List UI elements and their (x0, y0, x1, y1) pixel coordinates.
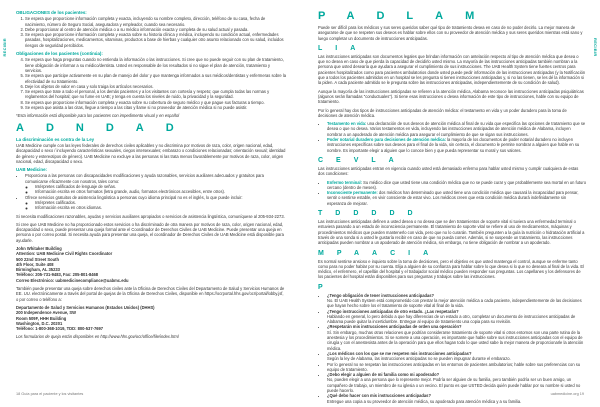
section-heading: LIA (318, 44, 369, 52)
section-heading: CEVLA (318, 156, 407, 164)
list-item: 8. Se espera que proporcione información completa y exacta sobre su cobertura de seguro médico y que pague sus facturas a tiempo. (25, 100, 286, 105)
contact-text: Si necesita modificaciones razonables, ayudas y servicios auxiliares apropiados o servicios de asistencia lingüística, comuníquese al 205-934-2273. (16, 213, 285, 219)
section-text: Las instrucciones anticipadas definen a usted desea o no desea que se den tratamientos de soporte vital si tuviera una enfermedad terminal o estuviera pasando a un estado de inconsciencia permanente. El tratamiento de soporte vital se refiere al uso de medicamentos, máquinas y procedimientos médicos que pueden mantenerlo con vida, pero que no lo curarán. También pregunten a la guía la nutrición o hidratación artificial a través de una sonda si a usted le gustaría recibir en caso de que no pueda comer. Además, si se suspende un tratamiento, las instrucciones anticipadas pueden nombrar a un apoderado de atención médica, sin embargo, no tiene obligación de nombrar a un apoderado. (318, 219, 585, 246)
visual-impairment-note: *Esta información está disponible para los pacientes con impedimento visual y en español (16, 113, 180, 119)
section-heading: P (318, 283, 336, 291)
section-text: Por lo general hay dos tipos de instrucciones anticipadas de atención médica: el testamento en vida y un poder duradero para la toma de decisiones de atención médica. (318, 107, 567, 118)
list-item: 7. Se espera que trate a todo el personal, a los demás pacientes y a los visitantes con cortesía y respeto; que cumpla todas las normas y reglamentos del hospital; que no fume en UAB; y tenga en cuenta los niveles de ruido, la privacidad y la seguridad. (25, 89, 286, 100)
left-side-label: RECIBIR (2, 38, 7, 57)
right-footer: uabmedicine.org 19 (550, 392, 584, 396)
obligations-list (16, 16, 286, 48)
right-side-tab (590, 0, 600, 400)
obligations-continued-list (16, 57, 286, 110)
list-item: • Inconsciente permanente: dos médicos han determinado que usted tiene una condición médica que causará la incapacidad para pensar, sentir o sentirse estable, en vivir consciente de estar vivo. Los médicos creen que esta condición médica durará indefinidamente sin esperanza de mejorar. (327, 190, 586, 206)
list-item: ◦ Intérpretes calificados de lenguaje de señas. (35, 184, 286, 189)
list-item: 9. Se espera que asista a las citas, llegue a tiempo a las citas y llame si no proveedor de atención médica si no puede asistir. (25, 105, 286, 110)
forms-link-text[interactable]: Los formularios de queja están disponibles en http://www.hhs.gov/ocr/office/file/index.html (16, 334, 179, 340)
list-item: • Poder notarial duradero para decisiones de atención médica: la mayoría de los documentos de poder notarial duradero no incluyen instrucciones específicas sobre sus deseos para el final de la vida, sin certeza, el documento le permite nombrar a alguien que hable en su nombre. Es importante elegir a alguien que lo conoce bien y que pueda representar su moral y sus valores. (327, 137, 586, 153)
right-page (300, 0, 600, 404)
faq-item: • ¿Debo elegir a alguien de mi familia como mi apoderado? No, pueden elegir a una persona que lo represente mejor. Podría ser alguien de su familia, pero también podría ser un buen amigo, un compañero de trabajo, un miembro de su iglesia o un vecino. El punto es que USTED decida quién puede hablar por su nombre si usted no puede hacerlo. (327, 372, 586, 393)
nondiscrimination-heading: ADNDAD (16, 121, 196, 134)
list-item: 2. Debe proporcionar al centro de atención médica o a su médico información exacta y completa de su salud actual y pasada. (25, 27, 286, 32)
left-footer: 18 Guía para el paciente y los visitantes (16, 392, 84, 396)
email-link[interactable]: Correo Electrónico: uabmedicinecompliance@uabmc.edu (16, 277, 129, 283)
list-item: • Enfermo terminal: Su médico dice que usted tiene una condición médica que no se puede curar y que probablemente sea mortal en un futuro cercano (dentro de meses). (327, 180, 586, 191)
address-line: 200 Independence Avenue, SW (16, 310, 76, 316)
left-page (0, 0, 300, 400)
sub-list (25, 200, 286, 211)
faq-item: • Por lo general no se respetan las instrucciones anticipadas en los entornos de pacientes ambulatorios; hable sobre sus preferencias con su equipo de tratamiento. (327, 362, 586, 373)
address-line: 4th Floor, Suite 408 (16, 261, 54, 267)
section-text: Las instrucciones anticipadas entran en vigencia cuando usted está demasiado enfermo para hablar usted mismo y cumplir cualquiera de estas dos condiciones: (318, 165, 579, 177)
list-item: 5. Se espera que participe activamente en su plan de manejo del dolor y que mantenga informados a sus médicos/dentistas y enfermeras sobre la efectividad de su tratamiento. (25, 73, 286, 84)
section-text: Aunque la mayoría de las instrucciones anticipadas se refieren a la atención médica, Alabama reconoce las instrucciones anticipadas psiquiátricas (algunos serán llamadas "conductuales"). Si tiene esas instrucciones o desea información de este tipo de instrucciones, hable con su equipo de tratamiento. (318, 88, 584, 105)
list-item: 1. Se espera que proporcione información completa y exacta, incluyendo su nombre completo, dirección, teléfono de su casa, fecha de nacimiento, número de Seguro Social, aseguradora y empleador, cuando sea necesario. (25, 16, 286, 27)
directive-types-list (318, 121, 586, 153)
address-line: John Whitaker Building (16, 245, 62, 251)
section-heading: MPAACIA (318, 249, 442, 257)
list-item: 3. Se espera que proporcione información completa y exacta sobre su historia clínica y médica, incluyendo su condición actual, enfermedades pasadas, hospitalizaciones, medicamentos, vitaminas, productos a base de hierbas y cualquier otro asunto relacionado con su salud, incluidos riesgos de seguridad percibidos. (25, 32, 286, 48)
uab-medicine-title: UAB Medicine: (16, 167, 47, 173)
faq-list (318, 293, 586, 404)
intro-text: Puede ser difícil para los médicos y sus seres queridos saber qué tipo de tratamiento desea en caso de no poder decirlo. La mejor manera de asegurarse de que se respeten sus deseos es hablar sobre ellos con su proveedor de atención médica y sus seres queridos mientras está sano y luego completar un documento de instrucciones anticipadas. (318, 25, 583, 41)
list-item: • Proporciona a las personas con discapacidades modificaciones y ayuda razonables, servicios auxiliares adecuados y gratuitos para comunicarse eficazmente con nosotros, tales como: ◦ Intérpretes calificados de lenguaje de señas. ◦ Información escrita en otros formatos (letra grande, audio, formatos electrónicos accesibles, entre otros). (25, 173, 286, 194)
list-item: ◦ Información escrita en otros idiomas. (35, 205, 286, 210)
address-line: Teléfono: 205-731-9483, Fax: 205-801-8468 (16, 272, 99, 278)
advance-directives-heading: PADLAM (318, 10, 497, 22)
section-heading: TDDDDD (318, 210, 426, 218)
left-side-tab (0, 0, 10, 400)
faq-item: • ¿Los médicos con los que se me respeten mis instrucciones anticipadas? Según la ley de Alabama, las instrucciones anticipadas no se pueden impugnar durante el embarazo. (327, 351, 586, 362)
address-line: Attention: UAB Medicine Civil Rights Coordinator (16, 251, 113, 257)
address-line: Teléfono: 1-800-368-1019, TDD: 800-537-7697 (16, 326, 104, 332)
section-text: Es normal sentirse ansioso e inquieto sobre la toma de decisiones, pero el objetivo es que usted mantenga el control, aunque se enferme tanto como para no poder hablar por su cuenta. Elija a alguien de su confianza para hablar sobre lo que desea si lo que no deseara al final de la vida. El médico, el enfermero, el capellán del hospital y el trabajador social médico pueden responder sus preguntas. Los capellanes y los defensores de los pacientes del hospital están disponibles para sus preguntas y trabajos sobre las instrucciones. (318, 258, 585, 280)
section-text: Las instrucciones anticipadas son documentos legales que brindan información con antelación respecto al tipo de atención médica que desea o que no desea en caso de que pierda la capacidad de decidirlo usted mismo. La mayoría de las instrucciones anticipadas también nombran a la persona que usted desearía que ayudara a asegurar el cumplimiento de sus instrucciones. The UAB Health System tiene fuertes centros para pacientes hospitalizados como para pacientes ambulatorios donde usted puede pedir información de las instrucciones anticipadas (y la Notificación que a todos los pacientes admitidos en un hospital se les pregunta si tienen instrucciones anticipadas y, si no las tienen, se les dé la información si la piden. A cada paciente admitido se le pregunta sobre las instrucciones anticipadas, independientemente de su condición de salud). (318, 53, 586, 86)
uab-services-list (16, 173, 286, 210)
faq-item: • ¿Tengo instrucciones anticipadas de otro estado. ¿Las respetarán? Hablando en general, lo pero debido a que hay diferencias de un estado a otro, completar un documento de instrucciones anticipadas de Alabama puede quitar la incertidumbre. Entregue al equipo de tratamiento una copia para su revisión. (327, 309, 586, 325)
list-item: 4. Se espera que haga preguntas cuando no entienda la información o las instrucciones. Si cree que no puede seguir con su plan de tratamiento, tiene obligación de informar a su médico/dentista. Usted es responsable de los resultados si no sigue el plan de atención, tratamiento y servicios. (25, 57, 286, 73)
list-item: ◦ Intérpretes calificados. (35, 200, 286, 205)
obligations-continued-heading: Obligaciones de los pacientes (continúa): (16, 51, 103, 57)
civil-rights-address (16, 246, 286, 283)
discrimination-title: La discriminación es contra de la Ley (16, 136, 95, 142)
right-side-label: RECIBIR (593, 38, 598, 57)
conditions-list (318, 180, 586, 206)
faq-item: • ¿Respetarán mis instrucciones anticipadas de orden una operación? Sí. Sin embargo, muchas otras relaciones que podrían considerarse tratamiento de soporte vital si otros entornos son una parte rutina de la anestesia y los procedimientos. Si se somete a una operación, es importante que hable sobre sus instrucciones anticipadas con el equipo de cirugía y con el anestesista antes de la operación para que ellos hagan todo lo que usted sabe la mejor manera de proporcionarle la atención médica. (327, 324, 586, 350)
list-item: • Testamento en vida: una declaración de sus deseos de atención médica al final de su vida que especifica las opciones de tratamiento que se desea o que no desea. Varios testamentos en vida, incluyendo las instrucciones anticipadas de atención médica de Alabama, incluyen nombrar a un apoderado de atención médica para asegurar el cumplimiento de que se sigan sus instrucciones. (327, 121, 586, 137)
address-line: Room 509F, HHH Building (16, 315, 67, 321)
sub-list (25, 184, 286, 195)
faq-item: • ¿Tengo obligación de tener instrucciones anticipadas? No. El UAB Health System está comprometido con prestar la mejor atención médica a cada paciente, independientemente de las decisiones que hayan hecho sobre los el tratamiento de soporte vital al final de la vida. (327, 293, 586, 309)
hhs-address (16, 305, 286, 331)
right-column (318, 10, 586, 407)
list-item: 6. Deje los objetos de valor en casa y solo traiga los artículos necesarios. (25, 84, 286, 89)
complaint-text: Si cree que UAB Medicine no ha proporcionado estos servicios o ha discriminado de otra manera por motivos de raza, color, origen nacional, edad, discapacidad o sexo, puede presentar una queja formal ante el Coordinador de Derechos Civiles de UAB Medicine. Puede presentar una queja en persona o por correo postal. Si necesita ayuda para presentar una queja, el coordinador de Derechos Civiles de UAB Medicine está disponible para ayudarle. (16, 221, 284, 243)
address-line: Birmingham, AL 35233 (16, 267, 60, 273)
hhs-text: También puede presentar una queja sobre derechos civiles ante la Oficina de Derechos Civiles del Departamento de Salud y Servicios Humanos de EE. UU. electrónicamente a través del portal de quejas de la Oficina de Derechos Civiles, disponible en https://ocrportal.hhs.gov/ocr/portal/lobby.jsf, o por correo o teléfono a: (16, 286, 285, 302)
list-item: • Ofrece servicios gratuitos de asistencia lingüística a personas cuyo idioma principal no es el inglés, lo que puede incluir: ◦ Intérpretes calificados. ◦ Información escrita en otros idiomas. (25, 195, 286, 211)
address-line: Washington, D.C. 20201 (16, 320, 63, 326)
list-item: ◦ Información escrita en otros formatos (letra grande, audio, formatos electrónicos accesibles, entre otros). (35, 189, 286, 194)
discrimination-text: UAB Medicine cumple con las leyes federales de derechos civiles aplicables y no discrimina por motivos de raza, color, origen nacional, edad, discapacidad o sexo / incluyendo características sexuales, ciegos intersexuales; embarazo o condiciones relacionadas; orientación sexual; identidad de género y estereotipos de género). UAB Medicine no excluye a las personas ni las trata menos favorablemente por motivos de raza, color, origen nacional, edad, discapacidad o sexo. (16, 142, 286, 164)
address-line: Departamento de Salud y Servicios Humanos (Estados Unidos) (DHHS) (16, 304, 155, 310)
left-column (16, 10, 286, 343)
address-line: 500 22nd Street South (16, 256, 59, 262)
faq-item: • ¿Qué debo hacer con mis instrucciones anticipadas? Entregue una copia a su proveedor de atención médica, su apoderado para atención médica y a su familia. (327, 393, 586, 404)
patient-obligations-heading: OBLIGACIONES de los pacientes: (16, 10, 87, 15)
